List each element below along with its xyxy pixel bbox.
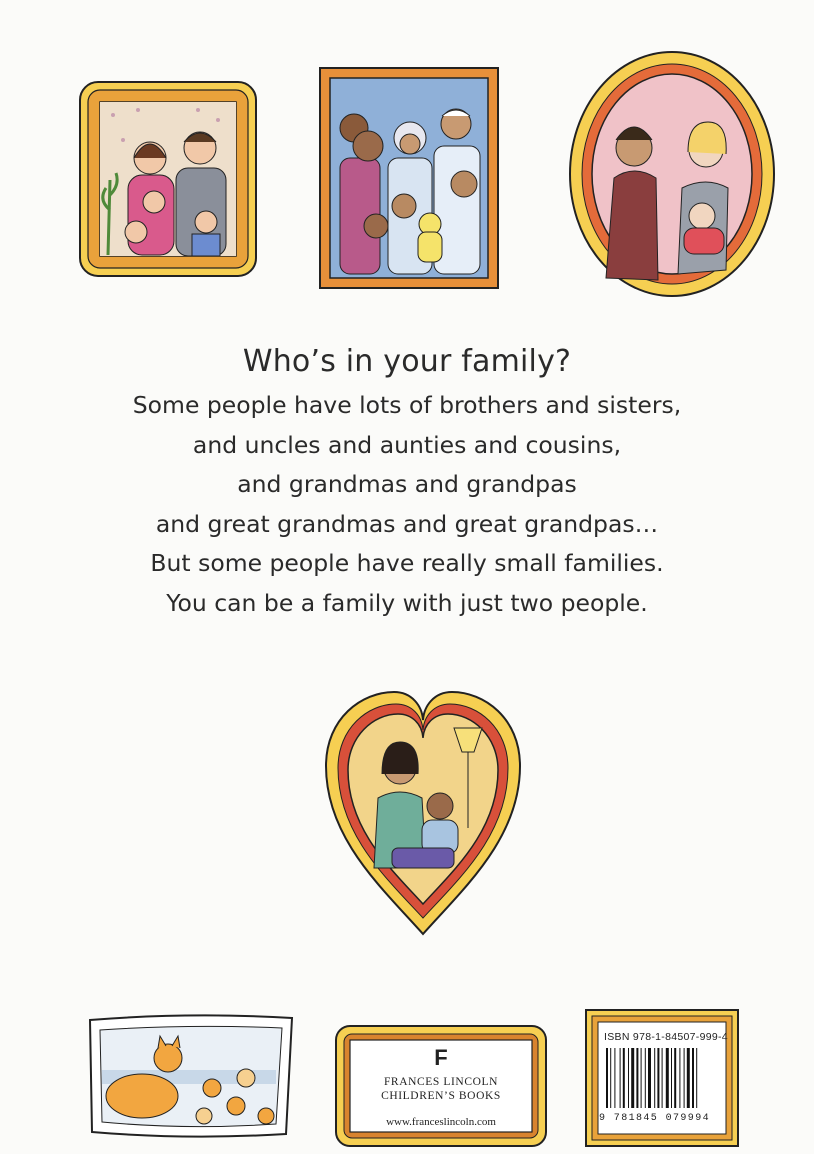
barcode-bar: [684, 1048, 685, 1108]
back-cover-heading: Who’s in your family?: [242, 344, 572, 379]
barcode-bar: [662, 1048, 663, 1108]
barcode-bar: [687, 1048, 690, 1108]
barcode-bar: [614, 1048, 615, 1108]
barcode-bar: [645, 1048, 646, 1108]
barcode-bar: [631, 1048, 634, 1108]
back-cover-text: [0, 340, 814, 623]
barcode-bar: [666, 1048, 669, 1108]
barcode-bar: [623, 1048, 625, 1108]
family-portrait-frame-left: [78, 80, 258, 278]
barcode-bar: [641, 1048, 642, 1108]
barcode-bar: [696, 1048, 697, 1108]
barcode-bar: [679, 1048, 680, 1108]
publisher-logo: F: [434, 1045, 448, 1070]
family-portrait-frame-center: [318, 66, 500, 290]
text-line-6: You can be a family with just two people.: [166, 588, 648, 617]
barcode-bar: [620, 1048, 621, 1108]
publisher-name-line-1: FRANCES LINCOLN: [383, 1076, 499, 1088]
barcode-bar: [606, 1048, 608, 1108]
cats-picture-frame: [86, 1012, 296, 1140]
text-line-3: and grandmas and grandpas: [237, 470, 577, 498]
barcode-bar: [671, 1048, 672, 1108]
publisher-website: www.franceslincoln.com: [386, 1116, 496, 1128]
barcode-bar: [636, 1048, 638, 1108]
barcode-bar: [692, 1048, 694, 1108]
barcode-bar: [610, 1048, 611, 1108]
text-line-2: and uncles and aunties and cousins,: [192, 430, 622, 459]
barcode-digits: 9 781845 079994: [599, 1113, 711, 1124]
barcode-bar: [648, 1048, 651, 1108]
barcode-frame: [584, 1008, 740, 1148]
text-line-5: But some people have really small families.: [150, 549, 664, 577]
barcode-bar: [654, 1048, 655, 1108]
barcode-bar: [674, 1048, 676, 1108]
barcode-bar: [657, 1048, 659, 1108]
family-portrait-frame-oval: [566, 48, 778, 300]
heart-portrait-frame: [322, 688, 524, 938]
isbn-label: ISBN 978-1-84507-999-4: [604, 1031, 728, 1043]
publisher-name: [348, 1075, 534, 1103]
text-line-1: Some people have lots of brothers and sisters,: [132, 391, 682, 419]
publisher-name-line-2: CHILDREN’S BOOKS: [381, 1090, 501, 1102]
text-line-4: and great grandmas and great grandpas…: [155, 509, 659, 538]
barcode-bar: [628, 1048, 629, 1108]
